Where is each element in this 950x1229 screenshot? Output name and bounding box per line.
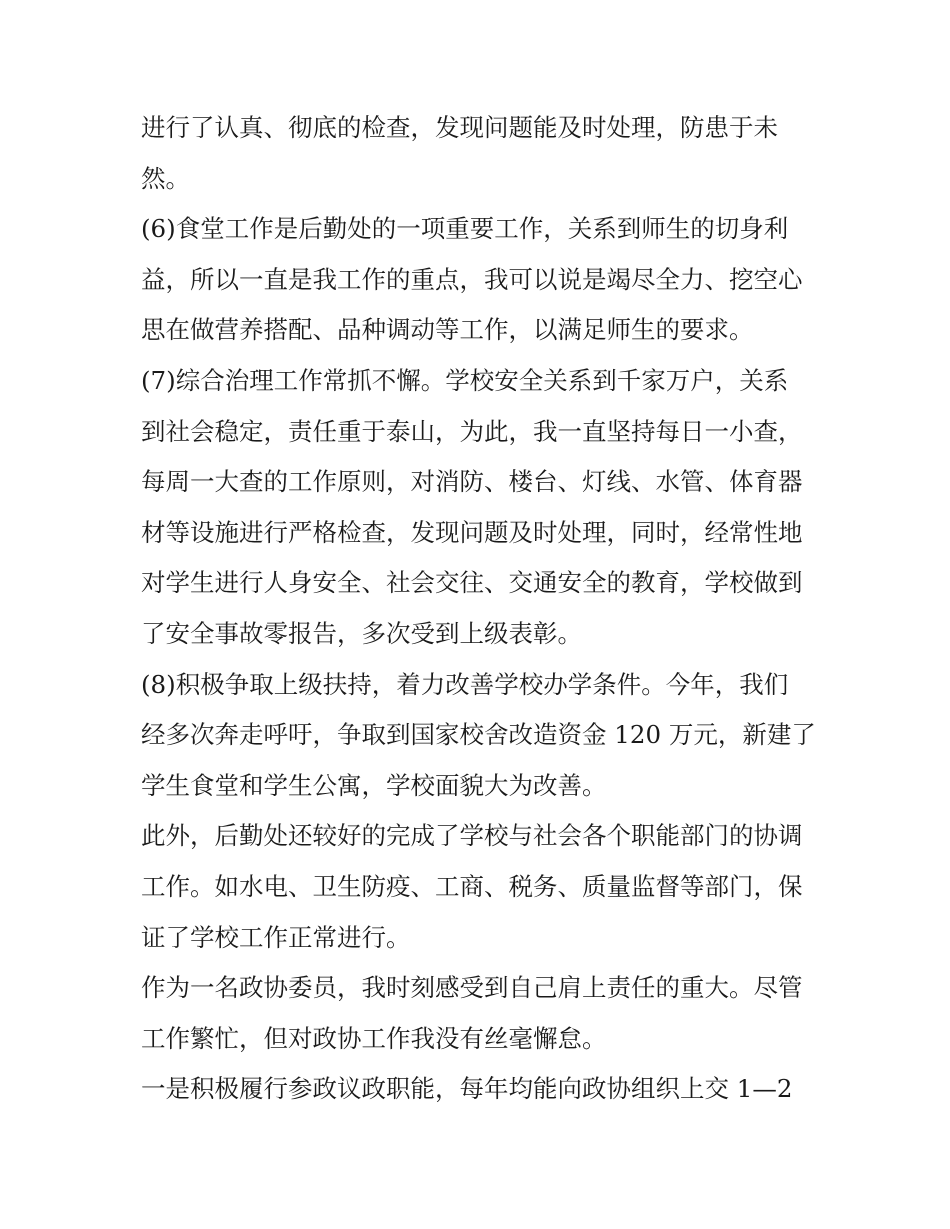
- text-line: 然。: [141, 163, 190, 193]
- text-line: 对学生进行人身安全、社会交往、交通安全的教育，学校做到: [141, 568, 803, 598]
- text-line: 每周一大查的工作原则，对消防、楼台、灯线、水管、体育器: [141, 467, 803, 497]
- text-line: 证了学校工作正常进行。: [141, 922, 411, 952]
- text-line: (8)积极争取上级扶持，着力改善学校办学条件。今年，我们: [141, 669, 789, 699]
- text-line: 工作。如水电、卫生防疫、工商、税务、质量监督等部门，保: [141, 871, 803, 901]
- text-line: (7)综合治理工作常抓不懈。学校安全关系到千家万户，关系: [141, 365, 789, 395]
- text-line: 一是积极履行参政议政职能，每年均能向政协组织上交 1—2: [141, 1074, 793, 1104]
- document-body: [141, 103, 821, 1115]
- text-line: 思在做营养搭配、品种调动等工作，以满足师生的要求。: [141, 315, 754, 345]
- text-line: 工作繁忙，但对政协工作我没有丝毫懈怠。: [141, 1023, 607, 1053]
- text-line: 到社会稳定，责任重于泰山，为此，我一直坚持每日一小查，: [141, 416, 803, 446]
- text-line: 益，所以一直是我工作的重点，我可以说是竭尽全力、挖空心: [141, 264, 803, 294]
- text-line: (6)食堂工作是后勤处的一项重要工作，关系到师生的切身利: [141, 214, 789, 244]
- text-line: 此外，后勤处还较好的完成了学校与社会各个职能部门的协调: [141, 821, 803, 851]
- text-line: 学生食堂和学生公寓，学校面貌大为改善。: [141, 770, 607, 800]
- text-line: 材等设施进行严格检查，发现问题及时处理，同时，经常性地: [141, 517, 803, 547]
- text-line: 进行了认真、彻底的检查，发现问题能及时处理，防患于未: [141, 113, 778, 142]
- text-line: 经多次奔走呼吁，争取到国家校舍改造资金 120 万元，新建了: [141, 720, 816, 750]
- text-line: 了安全事故零报告，多次受到上级表彰。: [141, 618, 582, 648]
- text-line: 作为一名政协委员，我时刻感受到自己肩上责任的重大。尽管: [141, 973, 803, 1003]
